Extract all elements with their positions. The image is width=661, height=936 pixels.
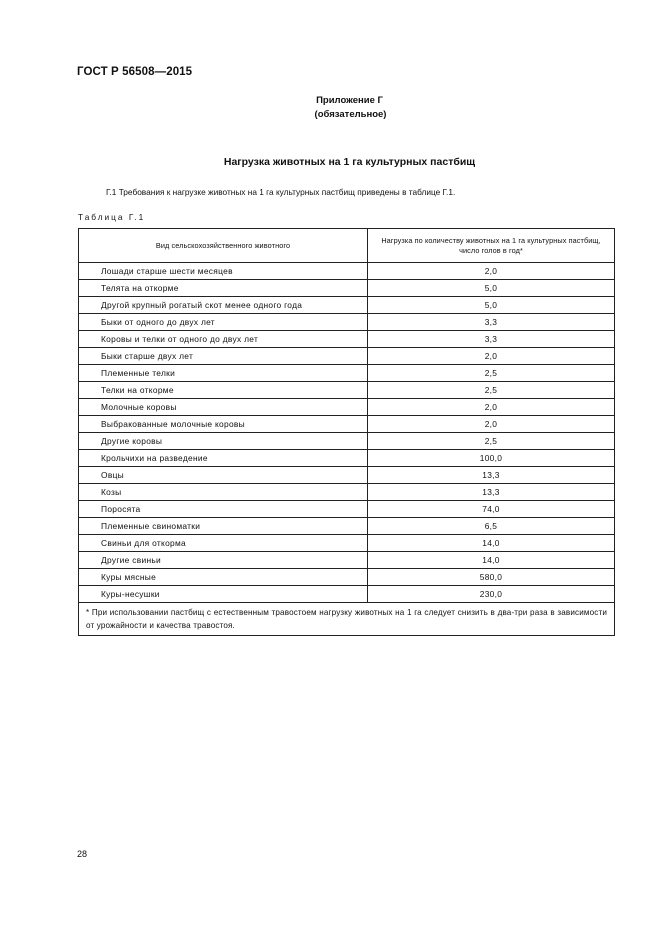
animal-type-cell: Свиньи для откорма: [79, 535, 368, 552]
load-value-cell: 13,3: [368, 467, 615, 484]
load-value-cell: 2,0: [368, 348, 615, 365]
load-value-cell: 3,3: [368, 331, 615, 348]
load-value-cell: 2,5: [368, 382, 615, 399]
animal-type-cell: Козы: [79, 484, 368, 501]
load-value-cell: 14,0: [368, 552, 615, 569]
appendix-title: Приложение Г: [316, 95, 383, 106]
table-row: [79, 586, 615, 603]
table-row: [79, 263, 615, 280]
table-row: [79, 501, 615, 518]
animal-type-cell: Крольчихи на разведение: [79, 450, 368, 467]
table-row: [79, 365, 615, 382]
table-row: [79, 433, 615, 450]
table-row: [79, 518, 615, 535]
table-row: [79, 535, 615, 552]
section-title-wrap: [0, 156, 661, 168]
animal-type-cell: Поросята: [79, 501, 368, 518]
animal-type-cell: Коровы и телки от одного до двух лет: [79, 331, 368, 348]
table-row: [79, 399, 615, 416]
animal-type-cell: Другие свиньи: [79, 552, 368, 569]
animal-type-cell: Племенные свиноматки: [79, 518, 368, 535]
animal-type-cell: Овцы: [79, 467, 368, 484]
header-animal-type: Вид сельскохозяйственного животного: [79, 229, 368, 263]
load-value-cell: 100,0: [368, 450, 615, 467]
animal-type-cell: Телята на откорме: [79, 280, 368, 297]
animal-type-cell: Быки старше двух лет: [79, 348, 368, 365]
table-row: [79, 569, 615, 586]
animal-type-cell: Лошади старше шести месяцев: [79, 263, 368, 280]
load-value-cell: 14,0: [368, 535, 615, 552]
animal-type-cell: Племенные телки: [79, 365, 368, 382]
load-value-cell: 5,0: [368, 280, 615, 297]
table-footnote: * При использовании пастбищ с естественным травостоем нагрузку животных на 1 га следует снизить в два-три раза в зависимости от урожайности и качества травостоя.: [79, 603, 615, 636]
load-value-cell: 5,0: [368, 297, 615, 314]
livestock-load-table: [78, 228, 615, 636]
section-paragraph: Г.1 Требования к нагрузке животных на 1 га культурных пастбищ приведены в таблице Г.1.: [106, 187, 456, 197]
animal-type-cell: Молочные коровы: [79, 399, 368, 416]
animal-type-cell: Другой крупный рогатый скот менее одного года: [79, 297, 368, 314]
page-number: 28: [77, 849, 88, 859]
load-value-cell: 230,0: [368, 586, 615, 603]
table-row: [79, 450, 615, 467]
load-value-cell: 580,0: [368, 569, 615, 586]
load-value-cell: 2,0: [368, 263, 615, 280]
header-load: [368, 229, 615, 263]
table-row: [79, 331, 615, 348]
animal-type-cell: Выбракованные молочные коровы: [79, 416, 368, 433]
animal-type-cell: Куры-несушки: [79, 586, 368, 603]
table-row: [79, 484, 615, 501]
header-load-text: Нагрузка по количеству животных на 1 га культурных пастбищ, число голов в год*: [381, 235, 601, 255]
table-row: [79, 280, 615, 297]
load-value-cell: 2,0: [368, 399, 615, 416]
load-value-cell: 13,3: [368, 484, 615, 501]
section-title: Нагрузка животных на 1 га культурных пастбищ: [223, 156, 476, 168]
load-value-cell: 3,3: [368, 314, 615, 331]
animal-type-cell: Куры мясные: [79, 569, 368, 586]
load-value-cell: 2,0: [368, 416, 615, 433]
table-row: [79, 314, 615, 331]
load-value-cell: 2,5: [368, 365, 615, 382]
animal-type-cell: Быки от одного до двух лет: [79, 314, 368, 331]
load-value-cell: 74,0: [368, 501, 615, 518]
animal-type-cell: Другие коровы: [79, 433, 368, 450]
animal-type-cell: Телки на откорме: [79, 382, 368, 399]
load-value-cell: 6,5: [368, 518, 615, 535]
table-caption: Таблица Г.1: [78, 212, 146, 222]
table-row: [79, 382, 615, 399]
appendix-heading: [0, 94, 661, 122]
table-row: [79, 552, 615, 569]
document-code: ГОСТ Р 56508—2015: [77, 66, 193, 78]
table-header-row: [79, 229, 615, 263]
footnote-row: [79, 603, 615, 636]
load-value-cell: 2,5: [368, 433, 615, 450]
table-row: [79, 348, 615, 365]
table-row: [79, 416, 615, 433]
table-body: [79, 263, 615, 603]
appendix-status: (обязательное): [314, 109, 387, 120]
table-row: [79, 467, 615, 484]
table-row: [79, 297, 615, 314]
